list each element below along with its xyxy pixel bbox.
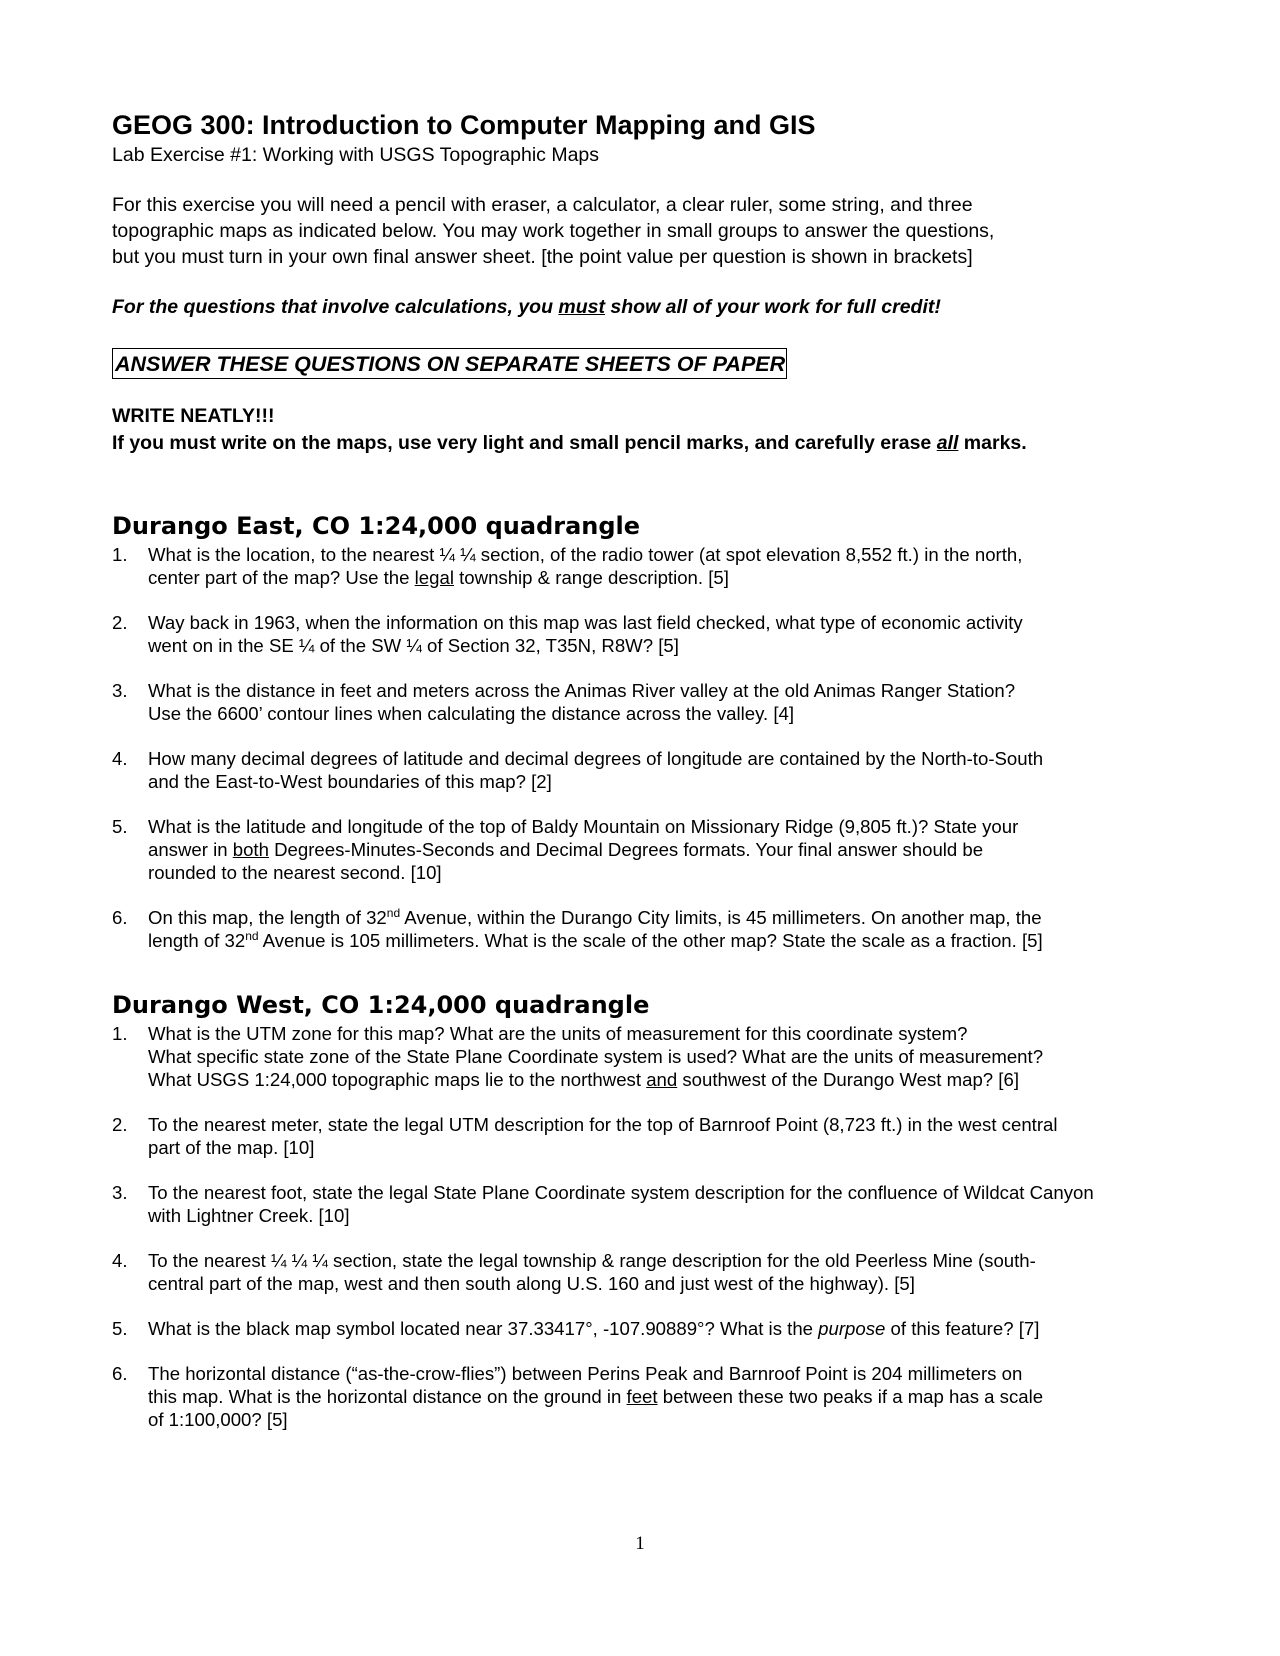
question-item bbox=[112, 1181, 1192, 1227]
notice-underlined-word: must bbox=[558, 296, 605, 318]
text-run: center part of the map? Use the bbox=[148, 567, 415, 588]
question-item bbox=[112, 747, 1192, 793]
calculation-notice bbox=[112, 294, 1192, 320]
question-line bbox=[148, 1068, 1192, 1091]
question-text bbox=[148, 906, 1192, 952]
intro-line: For this exercise you will need a pencil with eraser, a calculator, a clear ruler, some string, and three bbox=[112, 194, 973, 216]
question-number: 4. bbox=[112, 1250, 128, 1271]
document-page bbox=[112, 108, 1192, 1431]
text-run: Avenue, within the Durango City limits, is 45 millimeters. On another map, the bbox=[400, 907, 1042, 928]
question-text bbox=[148, 1249, 1192, 1295]
underlined-text: legal bbox=[414, 567, 454, 588]
question-line: To the nearest ¼ ¼ ¼ section, state the legal township & range description for the old Peerless Mine (south- bbox=[148, 1250, 1036, 1271]
question-line: What specific state zone of the State Plane Coordinate system is used? What are the units of measurement? bbox=[148, 1046, 1044, 1067]
question-text bbox=[148, 543, 1192, 589]
question-line bbox=[148, 566, 1192, 589]
question-item bbox=[112, 815, 1192, 884]
question-line: rounded to the nearest second. [10] bbox=[148, 862, 442, 883]
text-run: between these two peaks if a map has a scale bbox=[657, 1386, 1044, 1407]
question-line bbox=[148, 1317, 1192, 1340]
question-text bbox=[148, 1181, 1192, 1227]
ordinal-suffix: nd bbox=[386, 905, 401, 920]
question-number: 5. bbox=[112, 816, 128, 837]
text-run: of this feature? [7] bbox=[885, 1318, 1040, 1339]
text-run: answer in bbox=[148, 839, 233, 860]
question-item bbox=[112, 1362, 1192, 1431]
text-run: township & range description. [5] bbox=[453, 567, 729, 588]
instruction-text: marks. bbox=[958, 432, 1027, 454]
page-title: GEOG 300: Introduction to Computer Mapping and GIS bbox=[112, 110, 816, 140]
text-run: Avenue is 105 millimeters. What is the scale of the other map? State the scale as a fraction. [5] bbox=[258, 930, 1043, 951]
question-number: 3. bbox=[112, 1182, 128, 1203]
question-item bbox=[112, 543, 1192, 589]
question-line: To the nearest meter, state the legal UTM description for the top of Barnroof Point (8,723 ft.) in the west central bbox=[148, 1114, 1058, 1135]
question-line: What is the latitude and longitude of the top of Baldy Mountain on Missionary Ridge (9,805 ft.)? State your bbox=[148, 816, 1019, 837]
intro-paragraph bbox=[112, 192, 1192, 270]
ordinal-suffix: nd bbox=[245, 928, 259, 943]
question-item bbox=[112, 906, 1192, 952]
question-line: of 1:100,000? [5] bbox=[148, 1409, 288, 1430]
question-text bbox=[148, 815, 1192, 884]
question-line: What is the distance in feet and meters across the Animas River valley at the old Animas Ranger Station? bbox=[148, 680, 1016, 701]
text-run: On this map, the length of 32 bbox=[148, 907, 387, 928]
question-list-durango-east bbox=[112, 543, 1192, 952]
question-line: Way back in 1963, when the information on this map was last field checked, what type of economic activity bbox=[148, 612, 1023, 633]
question-line: with Lightner Creek. [10] bbox=[148, 1205, 350, 1226]
pencil-instruction bbox=[112, 430, 1192, 457]
text-run: length of 32 bbox=[148, 930, 246, 951]
question-text bbox=[148, 1362, 1192, 1431]
question-number: 6. bbox=[112, 1363, 128, 1384]
question-line bbox=[148, 1385, 1192, 1408]
question-line: part of the map. [10] bbox=[148, 1137, 315, 1158]
underlined-text: and bbox=[646, 1069, 678, 1090]
question-line: What is the UTM zone for this map? What are the units of measurement for this coordinate system? bbox=[148, 1023, 968, 1044]
question-line: and the East-to-West boundaries of this map? [2] bbox=[148, 771, 552, 792]
question-number: 1. bbox=[112, 544, 128, 565]
question-line bbox=[148, 929, 1192, 952]
question-line: went on in the SE ¼ of the SW ¼ of Section 32, T35N, R8W? [5] bbox=[148, 635, 679, 656]
question-line: Use the 6600’ contour lines when calculating the distance across the valley. [4] bbox=[148, 703, 794, 724]
question-text bbox=[148, 611, 1192, 657]
notice-text: show all of your work for full credit! bbox=[605, 296, 941, 318]
question-text bbox=[148, 679, 1192, 725]
question-list-durango-west bbox=[112, 1022, 1192, 1431]
question-number: 4. bbox=[112, 748, 128, 769]
text-run: this map. What is the horizontal distance on the ground in bbox=[148, 1386, 627, 1407]
question-line: To the nearest foot, state the legal State Plane Coordinate system description for the confluence of Wildcat Canyon bbox=[148, 1182, 1094, 1203]
intro-line: topographic maps as indicated below. You may work together in small groups to answer the questions, bbox=[112, 220, 995, 242]
question-line bbox=[148, 906, 1192, 929]
write-neatly-notice bbox=[112, 403, 1192, 457]
question-item bbox=[112, 611, 1192, 657]
underlined-text: both bbox=[232, 839, 269, 860]
question-text bbox=[148, 1317, 1192, 1340]
question-item bbox=[112, 1022, 1192, 1091]
page-subtitle: Lab Exercise #1: Working with USGS Topographic Maps bbox=[112, 144, 600, 166]
question-line: central part of the map, west and then south along U.S. 160 and just west of the highway). [5] bbox=[148, 1273, 915, 1294]
question-item bbox=[112, 679, 1192, 725]
intro-line: but you must turn in your own final answer sheet. [the point value per question is shown in brackets] bbox=[112, 246, 973, 268]
text-run: What USGS 1:24,000 topographic maps lie to the northwest bbox=[148, 1069, 647, 1090]
question-item bbox=[112, 1113, 1192, 1159]
question-number: 1. bbox=[112, 1023, 128, 1044]
italic-text: purpose bbox=[818, 1318, 886, 1339]
boxed-answer-notice: ANSWER THESE QUESTIONS ON SEPARATE SHEETS OF PAPER bbox=[112, 348, 787, 379]
instruction-text: If you must write on the maps, use very light and small pencil marks, and carefully erase bbox=[112, 432, 937, 454]
text-run: What is the black map symbol located near 37.33417°, -107.90889°? What is the bbox=[148, 1318, 819, 1339]
instruction-emphasized-word: all bbox=[936, 432, 959, 454]
question-number: 2. bbox=[112, 612, 128, 633]
question-number: 5. bbox=[112, 1318, 128, 1339]
text-run: southwest of the Durango West map? [6] bbox=[677, 1069, 1019, 1090]
question-line: How many decimal degrees of latitude and decimal degrees of longitude are contained by the North-to-South bbox=[148, 748, 1044, 769]
question-number: 6. bbox=[112, 907, 128, 928]
question-text bbox=[148, 747, 1192, 793]
question-number: 3. bbox=[112, 680, 128, 701]
question-number: 2. bbox=[112, 1114, 128, 1135]
write-neatly-heading: WRITE NEATLY!!! bbox=[112, 405, 275, 427]
notice-text: For the questions that involve calculations, you bbox=[112, 296, 559, 318]
underlined-text: feet bbox=[626, 1386, 658, 1407]
page-number: 1 bbox=[635, 1533, 645, 1554]
question-item bbox=[112, 1317, 1192, 1340]
section-heading-durango-east: Durango East, CO 1:24,000 quadrangle bbox=[112, 512, 641, 540]
question-text bbox=[148, 1113, 1192, 1159]
question-line bbox=[148, 838, 1192, 861]
question-item bbox=[112, 1249, 1192, 1295]
question-text bbox=[148, 1022, 1192, 1091]
question-line: The horizontal distance (“as-the-crow-flies”) between Perins Peak and Barnroof Point is 204 millimeters on bbox=[148, 1363, 1023, 1384]
question-line: What is the location, to the nearest ¼ ¼ section, of the radio tower (at spot elevation 8,552 ft.) in the north, bbox=[148, 544, 1023, 565]
text-run: Degrees-Minutes-Seconds and Decimal Degrees formats. Your final answer should be bbox=[268, 839, 984, 860]
section-heading-durango-west: Durango West, CO 1:24,000 quadrangle bbox=[112, 991, 650, 1019]
